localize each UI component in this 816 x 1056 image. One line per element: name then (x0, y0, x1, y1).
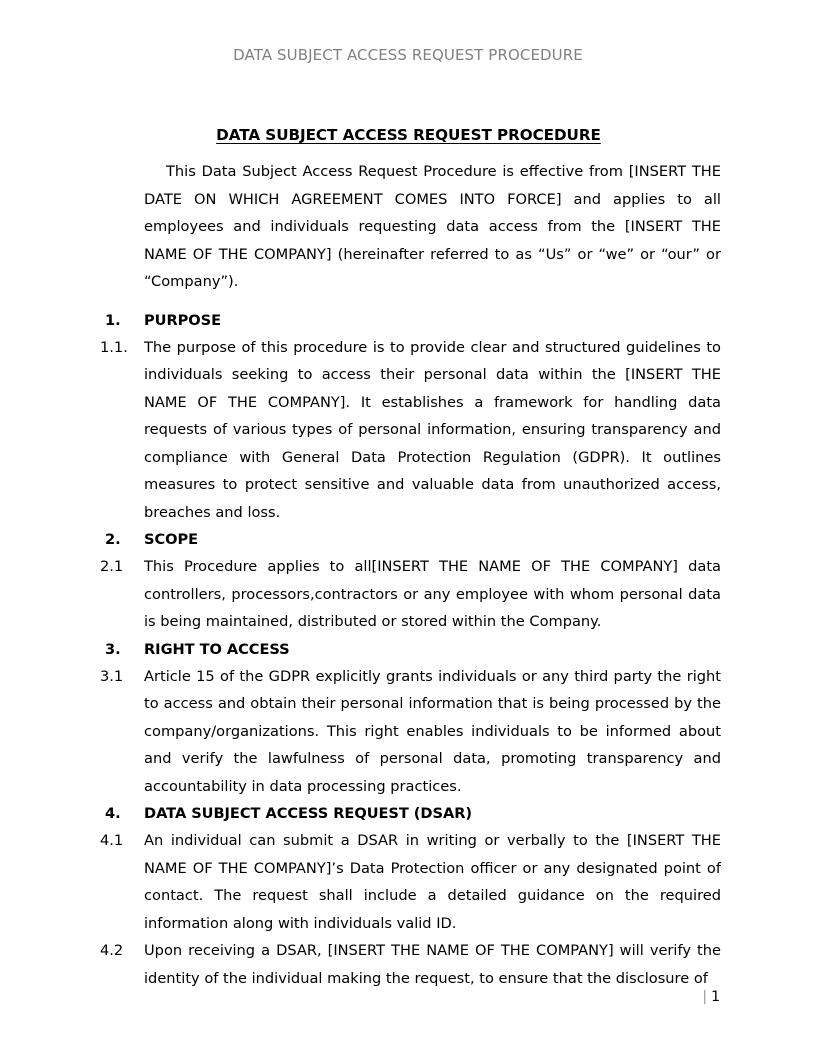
clause-text: The purpose of this procedure is to provide clear and structured guidelines to individuals seeking to access their personal data within the [INSERT THE NAME OF THE COMPANY]. It establishes a framework for handling data requests of various types of personal information, ensuring transparency and compliance with General Data Protection Regulation (GDPR). It outlines measures to protect sensitive and valuable data from unauthorized access, breaches and loss. (144, 338, 721, 521)
section-heading-1 (96, 308, 721, 334)
clause-number: 1.1. (100, 338, 128, 356)
clause-number: 3.1 (100, 667, 124, 685)
clause-text: Article 15 of the GDPR explicitly grants individuals or any third party the right to access and obtain their personal information that is being processed by the company/organizations. This right enables individuals to be informed about and verify the lawfulness of personal data, promoting transparency and accountability in data processing practices. (144, 667, 721, 795)
clause-text: An individual can submit a DSAR in writing or verbally to the [INSERT THE NAME OF THE COMPANY]’s Data Protection officer or any designated point of contact. The request shall include a detailed guidance on the required information along with individuals valid ID. (144, 832, 721, 932)
section-heading-2 (96, 527, 721, 553)
page-number: 1 (711, 989, 720, 1005)
section-number: 2. (105, 531, 121, 548)
section-number: 1. (105, 311, 121, 329)
clause-4-2 (96, 937, 721, 992)
footer-separator: | (702, 989, 708, 1005)
clause-3-1 (96, 663, 721, 801)
section-heading-3 (96, 637, 721, 663)
section-number: 4. (105, 805, 121, 822)
clause-4-1 (96, 827, 721, 937)
section-heading-4 (96, 801, 721, 827)
clause-2-1 (96, 553, 721, 636)
intro-paragraph: This Data Subject Access Request Procedure is effective from [INSERT THE DATE ON WHICH AGREEMENT COMES INTO FORCE] and applies to all employees and individuals requesting data access from the [INSERT THE NAME OF THE COMPANY] (hereinafter referred to as “Us” or “we” or “our” or “Company”). (144, 163, 721, 290)
section-title: PURPOSE (144, 311, 222, 329)
clause-text: Upon receiving a DSAR, [INSERT THE NAME OF THE COMPANY] will verify the identity of the individual making the request, to ensure that the disclosure of (144, 942, 721, 987)
document-title: DATA SUBJECT ACCESS REQUEST PROCEDURE (216, 126, 601, 144)
running-header: DATA SUBJECT ACCESS REQUEST PROCEDURE (233, 46, 583, 64)
clause-number: 4.1 (100, 832, 124, 849)
page-footer (96, 987, 720, 1007)
section-title: SCOPE (144, 531, 199, 548)
document-body (96, 124, 721, 992)
clause-number: 2.1 (100, 558, 124, 575)
clause-number: 4.2 (100, 942, 124, 959)
section-title: DATA SUBJECT ACCESS REQUEST (DSAR) (144, 805, 473, 822)
section-number: 3. (105, 640, 121, 658)
clause-text: This Procedure applies to all[INSERT THE NAME OF THE COMPANY] data controllers, processors,contractors or any employee with whom personal data is being maintained, distributed or stored within the Company. (144, 558, 721, 630)
section-title: RIGHT TO ACCESS (144, 640, 290, 658)
clause-1-1 (96, 334, 721, 527)
